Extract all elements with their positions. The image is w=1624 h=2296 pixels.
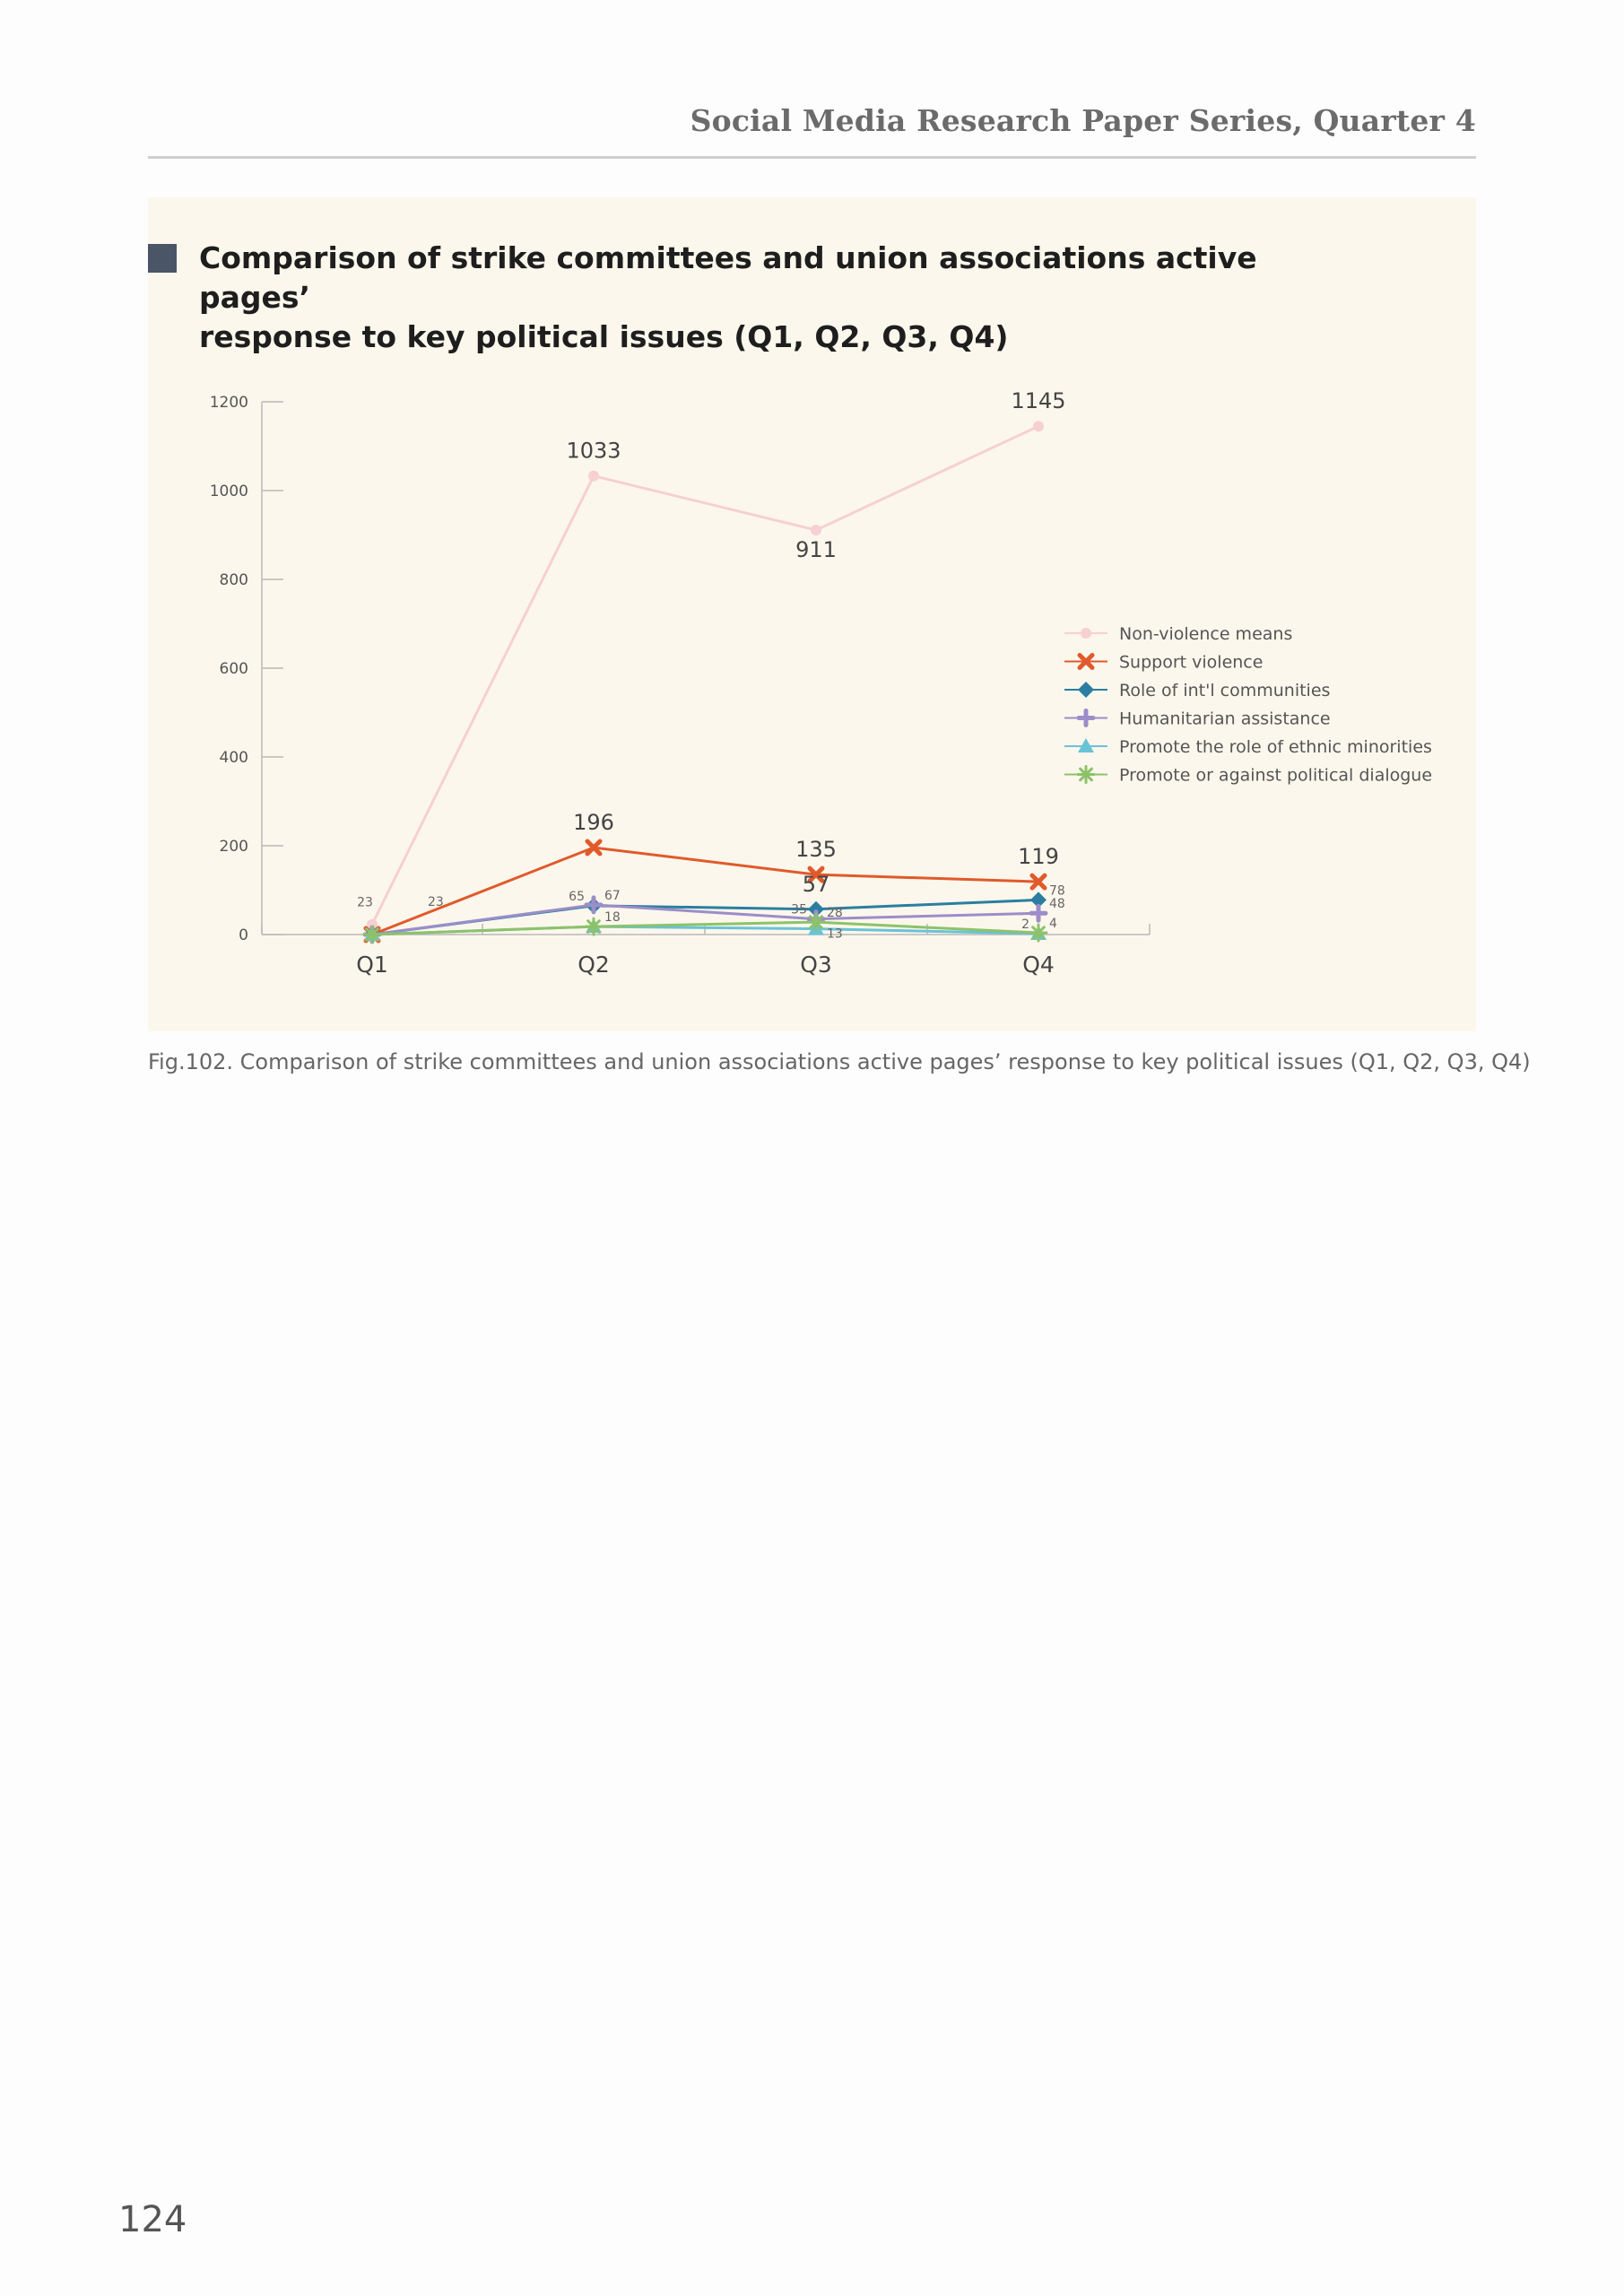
y-tick-label: 1200	[209, 394, 248, 412]
data-point	[811, 525, 821, 535]
data-point	[1033, 421, 1044, 431]
figure-caption: Fig.102. Comparison of strike committees and union associations active pages’ response to key political issues (Q1, Q2, Q3, Q4)	[148, 1049, 1531, 1074]
data-point	[1081, 628, 1091, 639]
data-label: 119	[1018, 844, 1059, 870]
data-label: 78	[1049, 883, 1065, 899]
legend-label: Non-violence means	[1119, 624, 1293, 644]
legend-label: Promote or against political dialogue	[1119, 765, 1433, 786]
series-1	[357, 388, 1066, 932]
page-number: 124	[118, 2199, 187, 2240]
legend-label: Humanitarian assistance	[1119, 709, 1331, 729]
data-label: 911	[795, 537, 837, 563]
y-tick-label: 1000	[209, 483, 248, 500]
data-point	[1031, 906, 1046, 920]
data-label: 28	[827, 906, 843, 921]
legend-item	[1064, 681, 1330, 700]
line-chart	[148, 197, 1476, 1031]
header-rule	[148, 156, 1476, 159]
data-point	[1078, 682, 1094, 698]
legend	[1064, 624, 1432, 786]
data-point	[588, 471, 599, 482]
y-tick-label: 0	[239, 926, 248, 944]
data-label: 18	[604, 910, 621, 926]
legend-item	[1064, 709, 1331, 729]
chart-panel	[148, 197, 1476, 1031]
data-label: 57	[802, 871, 830, 897]
data-label: 67	[604, 888, 621, 903]
running-header: Social Media Research Paper Series, Quarter 4	[690, 103, 1476, 138]
data-label: 1033	[566, 438, 621, 464]
x-tick-label: Q3	[800, 952, 832, 978]
legend-item	[1064, 737, 1432, 757]
chart-title-line-1: Comparison of strike committees and union associations active pages’	[199, 240, 1257, 315]
legend-item	[1064, 766, 1432, 786]
data-label: 35	[791, 902, 807, 918]
y-tick-label: 800	[219, 571, 248, 589]
legend-item	[1064, 624, 1292, 644]
data-point	[1079, 711, 1093, 726]
data-label: 23	[357, 895, 373, 910]
data-point	[586, 918, 602, 935]
data-point	[808, 914, 824, 930]
data-label: 4	[1049, 917, 1057, 932]
data-point	[586, 898, 601, 912]
legend-label: Promote the role of ethnic minorities	[1119, 737, 1432, 757]
data-label: 23	[428, 895, 444, 909]
data-label: 196	[573, 809, 614, 835]
legend-label: Support violence	[1119, 652, 1264, 673]
data-label: 65	[569, 889, 585, 904]
data-label: 135	[795, 837, 837, 863]
chart-title-line-2: response to key political issues (Q1, Q2, Q3, Q4)	[199, 319, 1009, 354]
data-label: 48	[1049, 897, 1065, 912]
data-point	[1078, 767, 1094, 783]
y-tick-label: 600	[219, 660, 248, 678]
y-tick-label: 400	[219, 749, 248, 767]
data-point	[364, 926, 380, 943]
x-tick-label: Q4	[1022, 952, 1055, 978]
series-line	[372, 426, 1038, 924]
data-label: 1145	[1011, 388, 1066, 414]
legend-item	[1064, 653, 1263, 673]
data-point	[1030, 925, 1046, 941]
x-tick-label: Q2	[578, 952, 610, 978]
x-tick-label: Q1	[356, 952, 388, 978]
data-label: 13	[827, 926, 843, 942]
data-label: 2	[1021, 918, 1029, 933]
legend-label: Role of int'l communities	[1119, 681, 1331, 700]
y-tick-label: 200	[219, 838, 248, 856]
